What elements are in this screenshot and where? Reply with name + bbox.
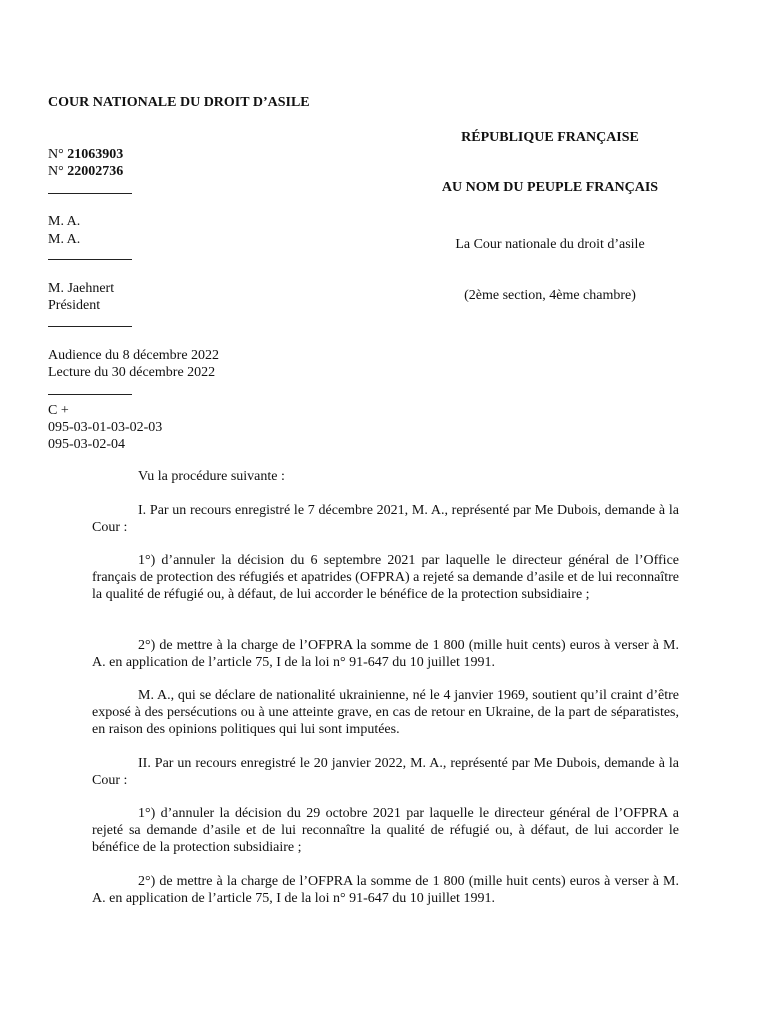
paragraph: M. A., qui se déclare de nationalité ukrainienne, né le 4 janvier 1969, soutient qu’il craint d’être exposé à des persécutions ou à une atteinte grave, en cas de retour en Ukraine, de la part de séparatistes, en raison des opinions politiques qui lui sont imputées. xyxy=(92,688,679,737)
classification-code: 095-03-01-03-02-03 xyxy=(48,420,163,435)
court-name: COUR NATIONALE DU DROIT D’ASILE xyxy=(48,95,310,110)
republic-heading: RÉPUBLIQUE FRANÇAISE xyxy=(461,130,639,145)
section-heading: (2ème section, 4ème chambre) xyxy=(464,288,636,303)
judge-name: M. Jaehnert xyxy=(48,281,115,296)
separator-line xyxy=(48,394,132,395)
classification-code: C + xyxy=(48,403,69,418)
paragraph: 1°) d’annuler la décision du 29 octobre 2021 par laquelle le directeur général de l’OFPRA a rejeté sa demande d’asile et de lui reconnaître la qualité de réfugié ou, à défaut, de lui accorder le bénéfice de la protection subsidiaire ; xyxy=(92,806,679,855)
paragraph: I. Par un recours enregistré le 7 décembre 2021, M. A., représenté par Me Dubois, demande à la Cour : xyxy=(92,503,679,535)
party-1: M. A. xyxy=(48,214,81,229)
separator-line xyxy=(48,259,132,260)
hearing-date: Audience du 8 décembre 2022 xyxy=(48,348,220,363)
judge-title: Président xyxy=(48,298,101,313)
court-heading: La Cour nationale du droit d’asile xyxy=(455,237,645,252)
case-number-1: N° 21063903 xyxy=(48,147,124,162)
procedure-intro: Vu la procédure suivante : xyxy=(138,469,285,484)
paragraph: 1°) d’annuler la décision du 6 septembre 2021 par laquelle le directeur général de l’Office français de protection des réfugiés et apatrides (OFPRA) a rejeté sa demande d’asile et de lui reconnaître la qualité de réfugié ou, à défaut, de lui accorder le bénéfice de la protection subsidiaire ; xyxy=(92,553,679,602)
people-heading: AU NOM DU PEUPLE FRANÇAIS xyxy=(441,180,659,195)
paragraph: 2°) de mettre à la charge de l’OFPRA la somme de 1 800 (mille huit cents) euros à verser à M. A. en application de l’article 75, I de la loi n° 91-647 du 10 juillet 1991. xyxy=(92,638,679,670)
separator-line xyxy=(48,193,132,194)
reading-date: Lecture du 30 décembre 2022 xyxy=(48,365,216,380)
case-number-2: N° 22002736 xyxy=(48,164,124,179)
paragraph: II. Par un recours enregistré le 20 janvier 2022, M. A., représenté par Me Dubois, demande à la Cour : xyxy=(92,756,679,788)
classification-code: 095-03-02-04 xyxy=(48,437,125,452)
separator-line xyxy=(48,326,132,327)
paragraph: 2°) de mettre à la charge de l’OFPRA la somme de 1 800 (mille huit cents) euros à verser à M. A. en application de l’article 75, I de la loi n° 91-647 du 10 juillet 1991. xyxy=(92,874,679,906)
party-2: M. A. xyxy=(48,232,81,247)
